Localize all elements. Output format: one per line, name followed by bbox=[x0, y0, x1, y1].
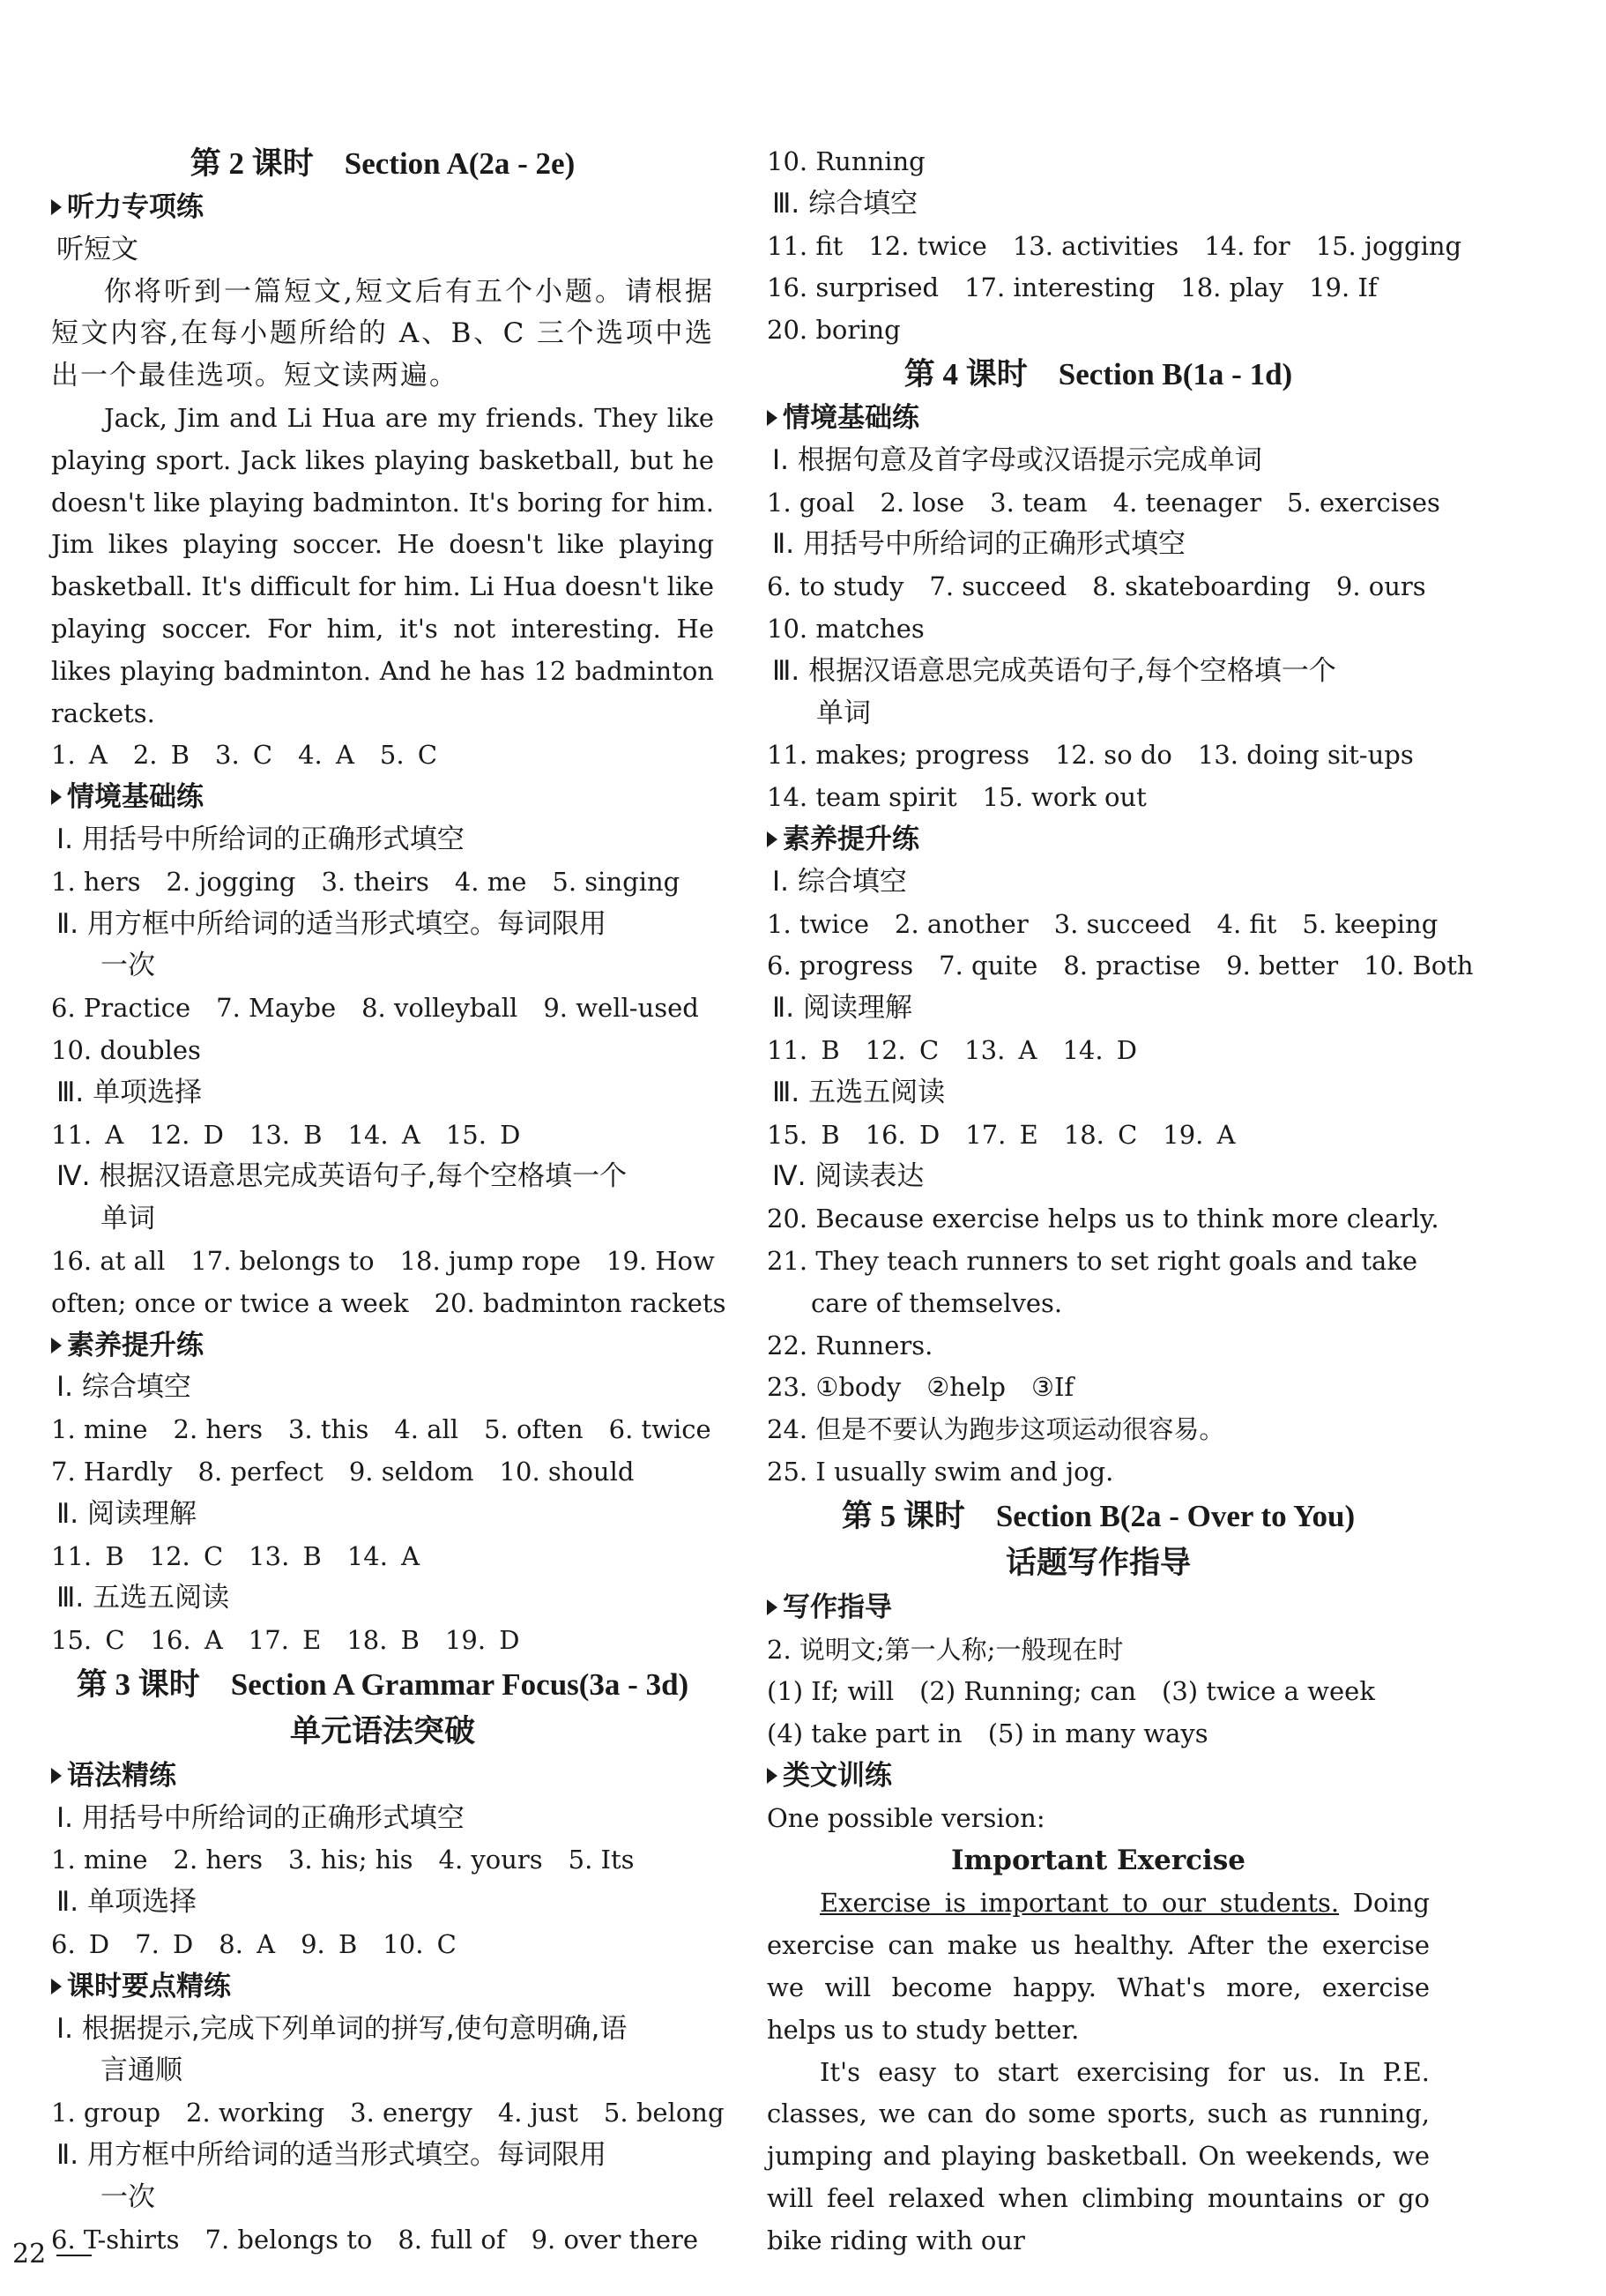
answer-line: 16. at all 17. belongs to 18. jump rope 19. How bbox=[51, 1245, 715, 1276]
exercise-heading: Ⅳ. 根据汉语意思完成英语句子,每个空格填一个 bbox=[56, 1160, 628, 1193]
exercise-heading: Ⅱ. 用方框中所给词的适当形式填空。每词限用 bbox=[56, 907, 606, 940]
page-number-text: 22 bbox=[12, 2239, 47, 2270]
exercise-heading: Ⅱ. 阅读理解 bbox=[772, 992, 912, 1025]
right-column bbox=[767, 141, 1474, 2262]
answer-line: 10. matches bbox=[767, 613, 925, 644]
exercise-heading: Ⅲ. 综合填空 bbox=[772, 187, 918, 220]
page-number-dash bbox=[56, 2255, 92, 2256]
answer-line: 11. makes; progress 12. so do 13. doing sit-ups bbox=[767, 740, 1414, 771]
answer-line: 1. mine 2. hers 3. his; his 4. yours 5. Its bbox=[51, 1845, 635, 1875]
section-heading-text: 语法精练 bbox=[67, 1759, 176, 1792]
exercise-heading-continued: 一次 bbox=[100, 950, 155, 982]
lesson-title: 第 2 课时 Section A(2a - 2e) bbox=[190, 146, 576, 181]
play-triangle-icon bbox=[767, 831, 777, 847]
answer-line: 11. fit 12. twice 13. activities 14. for 15. jogging bbox=[767, 230, 1462, 261]
section-heading-text: 课时要点精练 bbox=[67, 1970, 231, 2002]
play-triangle-icon bbox=[51, 1768, 62, 1784]
essay-paragraph-rest: Doing exercise can make us healthy. After the exercise we will become happy. What's more, exercise helps us to study better. bbox=[767, 1888, 1430, 2045]
section-heading bbox=[51, 1966, 714, 2009]
section-heading bbox=[767, 819, 1430, 861]
answer-line: 11. B 12. C 13. B 14. A bbox=[51, 1540, 420, 1571]
section-heading bbox=[767, 1587, 1430, 1629]
section-heading bbox=[51, 777, 714, 819]
left-column bbox=[51, 141, 726, 2261]
section-heading-text: 情境基础练 bbox=[783, 401, 919, 434]
lesson-title: 第 5 课时 Section B(2a - Over to You) bbox=[841, 1498, 1356, 1533]
section-heading bbox=[51, 1325, 714, 1368]
answer-line: 11. B 12. C 13. A 14. D bbox=[767, 1034, 1138, 1065]
answer-line: 2. 说明文;第一人称;一般现在时 bbox=[767, 1634, 1124, 1665]
play-triangle-icon bbox=[51, 789, 62, 805]
answer-line: 20. Because exercise helps us to think more clearly. bbox=[767, 1204, 1439, 1234]
exercise-heading: Ⅰ. 根据提示,完成下列单词的拼写,使句意明确,语 bbox=[56, 2012, 628, 2045]
answer-line: 22. Runners. bbox=[767, 1330, 933, 1360]
answer-line: 6. D 7. D 8. A 9. B 10. C bbox=[51, 1929, 457, 1960]
answer-line: 20. boring bbox=[767, 315, 901, 346]
lesson-title: 第 3 课时 Section A Grammar Focus(3a - 3d) bbox=[76, 1666, 689, 1702]
section-heading-text: 听力专项练 bbox=[67, 191, 204, 223]
section-heading bbox=[51, 1756, 714, 1798]
answer-line: 10. Running bbox=[767, 146, 926, 176]
section-heading bbox=[767, 1756, 1430, 1798]
play-triangle-icon bbox=[51, 1979, 62, 1994]
answer-line: 1. goal 2. lose 3. team 4. teenager 5. exercises bbox=[767, 487, 1440, 518]
answer-line: 6. progress 7. quite 8. practise 9. better 10. Both bbox=[767, 950, 1474, 981]
answer-line: 23. ①body ②help ③If bbox=[767, 1372, 1074, 1403]
passage-paragraph: Jack, Jim and Li Hua are my friends. They like playing sport. Jack likes playing basketball, but he doesn't like playing badminton. It's boring for him. Jim likes playing soccer. He doesn't like playing basketball. It's difficult for him. Li Hua doesn't like playing soccer. For him, it's not interesting. He likes playing badminton. And he has 12 badminton rackets. bbox=[51, 402, 714, 728]
exercise-heading-continued: 一次 bbox=[100, 2180, 155, 2213]
answer-line: 25. I usually swim and jog. bbox=[767, 1456, 1114, 1487]
answer-line: One possible version: bbox=[767, 1802, 1045, 1833]
lesson-subtitle: 单元语法突破 bbox=[289, 1712, 475, 1749]
exercise-heading-continued: 单词 bbox=[100, 1203, 155, 1235]
section-heading-text: 素养提升练 bbox=[783, 823, 919, 855]
exercise-heading: Ⅱ. 用括号中所给词的正确形式填空 bbox=[772, 528, 1186, 561]
exercise-heading-continued: 言通顺 bbox=[100, 2054, 182, 2087]
section-heading-text: 类文训练 bbox=[783, 1759, 892, 1792]
exercise-heading: Ⅲ. 根据汉语意思完成英语句子,每个空格填一个 bbox=[772, 654, 1336, 687]
answer-line: 10. doubles bbox=[51, 1034, 201, 1065]
answer-line: (1) If; will (2) Running; can (3) twice a week bbox=[767, 1676, 1375, 1707]
section-heading-text: 素养提升练 bbox=[67, 1329, 204, 1361]
answer-line: 14. team spirit 15. work out bbox=[767, 782, 1147, 813]
answer-line: 1. group 2. working 3. energy 4. just 5. belong bbox=[51, 2098, 725, 2128]
exercise-heading: Ⅱ. 用方框中所给词的适当形式填空。每词限用 bbox=[56, 2139, 606, 2172]
exercise-heading: Ⅰ. 综合填空 bbox=[772, 865, 907, 898]
play-triangle-icon bbox=[767, 1599, 777, 1615]
section-heading bbox=[767, 398, 1430, 440]
section-heading-text: 写作指导 bbox=[783, 1591, 892, 1623]
essay-paragraph bbox=[767, 1882, 1430, 2051]
answer-line: 15. B 16. D 17. E 18. C 19. A bbox=[767, 1119, 1236, 1150]
answer-line: 11. A 12. D 13. B 14. A 15. D bbox=[51, 1119, 521, 1150]
exercise-heading: Ⅳ. 阅读表达 bbox=[772, 1160, 925, 1193]
page-number bbox=[12, 2239, 92, 2270]
exercise-heading: Ⅲ. 五选五阅读 bbox=[772, 1076, 946, 1108]
answer-line: 16. surprised 17. interesting 18. play 19. If bbox=[767, 272, 1378, 303]
exercise-heading-continued: 单词 bbox=[816, 697, 871, 729]
answer-line: often; once or twice a week 20. badminton rackets bbox=[51, 1287, 726, 1318]
exercise-heading: Ⅲ. 五选五阅读 bbox=[56, 1582, 230, 1614]
answer-line: 15. C 16. A 17. E 18. B 19. D bbox=[51, 1625, 520, 1656]
exercise-heading: Ⅱ. 单项选择 bbox=[56, 1886, 197, 1919]
topic-sentence: Exercise is important to our students. bbox=[820, 1888, 1340, 1919]
answer-line: 1. A 2. B 3. C 4. A 5. C bbox=[51, 740, 438, 771]
answer-line: 1. hers 2. jogging 3. theirs 4. me 5. singing bbox=[51, 866, 680, 897]
answer-line: 21. They teach runners to set right goals and take care of themselves. bbox=[767, 1245, 1417, 1318]
exercise-heading: Ⅰ. 综合填空 bbox=[56, 1371, 191, 1404]
instruction-paragraph: 你将听到一篇短文,短文后有五个小题。请根据短文内容,在每小题所给的 A、B、C 三个选项中选出一个最佳选项。短文读两遍。 bbox=[51, 275, 714, 392]
answer-line: 24. 但是不要认为跑步这项运动很容易。 bbox=[767, 1414, 1225, 1445]
exercise-heading: Ⅲ. 单项选择 bbox=[56, 1076, 203, 1108]
answer-line: 1. mine 2. hers 3. this 4. all 5. often 6. twice bbox=[51, 1414, 711, 1445]
answer-line: (4) take part in (5) in many ways bbox=[767, 1718, 1208, 1749]
play-triangle-icon bbox=[767, 1768, 777, 1784]
exercise-heading: Ⅱ. 阅读理解 bbox=[56, 1497, 197, 1530]
play-triangle-icon bbox=[767, 410, 777, 426]
lesson-title: 第 4 课时 Section B(1a - 1d) bbox=[903, 356, 1293, 391]
exercise-heading: Ⅰ. 用括号中所给词的正确形式填空 bbox=[56, 823, 465, 855]
lesson-subtitle: 话题写作指导 bbox=[1005, 1544, 1191, 1581]
play-triangle-icon bbox=[51, 1338, 62, 1353]
section-heading bbox=[51, 187, 714, 229]
answer-line: 6. to study 7. succeed 8. skateboarding 9. ours bbox=[767, 571, 1426, 602]
exercise-heading: 听短文 bbox=[56, 233, 138, 265]
passage-paragraph: It's easy to start exercising for us. In P.E. classes, we can do some sports, such as running, jumping and playing basketball. On weekends, we will feel relaxed when climbing mountains or go bike riding with our bbox=[767, 2056, 1430, 2255]
exercise-heading: Ⅰ. 用括号中所给词的正确形式填空 bbox=[56, 1801, 465, 1834]
exercise-heading: Ⅰ. 根据句意及首字母或汉语提示完成单词 bbox=[772, 444, 1262, 476]
answer-line: 7. Hardly 8. perfect 9. seldom 10. should bbox=[51, 1456, 635, 1487]
play-triangle-icon bbox=[51, 199, 62, 215]
answer-line: 6. Practice 7. Maybe 8. volleyball 9. well-used bbox=[51, 993, 699, 1024]
section-heading-text: 情境基础练 bbox=[67, 781, 204, 814]
essay-title: Important Exercise bbox=[950, 1845, 1246, 1877]
answer-line: 6. T-shirts 7. belongs to 8. full of 9. over there bbox=[51, 2224, 699, 2255]
answer-line: 1. twice 2. another 3. succeed 4. fit 5. keeping bbox=[767, 908, 1439, 939]
